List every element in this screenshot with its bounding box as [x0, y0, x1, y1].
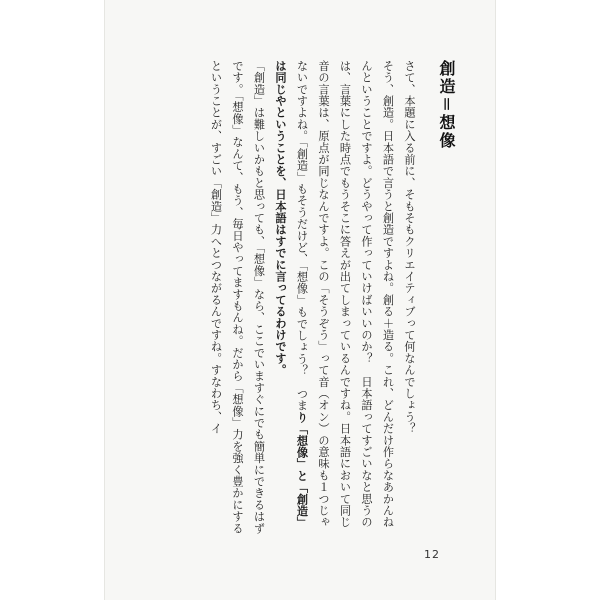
body-paragraph-1-text: そう、創造。日本語で言うと創造ですよね。創る＋造る。これ、どんだけ作らなあかんねんということですよ。どうやって作っていけばいいのか？ 日本語ってすごいなと思うのは、言葉にした時点でもうそこに答えが出てしまっているんですね。日本語において同じ音の言葉は、原点が同じなんですよ。この「そうぞう」って音（オン）の意味も１つじゃないですよね。「創造」もそうだけど、「想像」もでしょう？ つま [295, 60, 395, 528]
page-number: 12 [424, 548, 440, 561]
section-heading: 創造＝想像 [437, 60, 456, 151]
emphasized-statement: り「想像」と「創造」は同じやということを、日本語はすでに言ってるわけです。 [274, 60, 309, 529]
body-paragraph-1 [270, 60, 399, 535]
vertical-text-body [168, 60, 458, 535]
body-paragraph-2: 「創造」は難しいかもと思っても、「想像」なら、ここでいますぐにでも簡単にできるはずです。「想像」なんて、もう、毎日やってますもんね。だから「想像」力を強く豊かにするということが、すごい「創造」力へとつながるんですね。すなわち、イ [209, 60, 266, 535]
intro-paragraph: さて、本題に入る前に、そもそもクリエイティブって何なんでしょう？ [403, 60, 416, 435]
